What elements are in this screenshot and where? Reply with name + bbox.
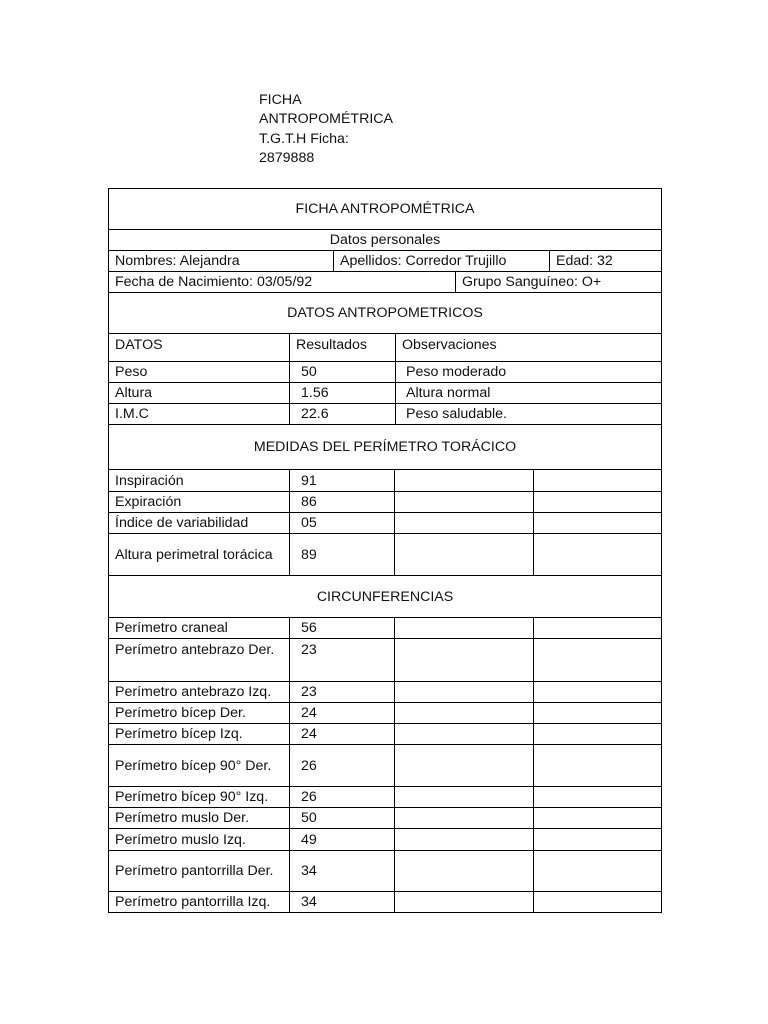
table-row [108,362,662,383]
table-row [108,808,662,829]
row-value: 49 [289,829,394,850]
empty-cell [533,851,661,891]
fecha-nacimiento-field: Fecha de Nacimiento: 03/05/92 [115,274,313,290]
row-label: Perímetro muslo Izq. [115,831,246,848]
table-row [108,703,662,724]
row-value: 26 [289,745,394,786]
table-row [108,745,662,787]
empty-cell [533,703,661,723]
empty-cell [533,829,661,850]
row-value: 24 [289,703,394,723]
empty-cell [394,745,533,786]
table-row [108,404,662,425]
empty-cell [533,745,661,786]
row-label: Altura [115,385,153,401]
anthropometric-table [108,188,662,913]
empty-cell [533,892,661,912]
table-row [108,787,662,808]
row-value: 50 [289,362,395,382]
row-observation: Altura normal [395,383,661,403]
row-label: Perímetro bícep 90° Der. [115,757,272,774]
row-label: Altura perimetral torácica [115,546,273,563]
row-value: 05 [289,513,394,533]
row-label: Perímetro antebrazo Izq. [115,684,272,700]
personal-title: Datos personales [329,232,441,248]
empty-cell [394,787,533,807]
row-label: Perímetro bícep 90° Izq. [115,789,269,805]
apellidos-field: Apellidos: Corredor Trujillo [333,251,549,271]
empty-cell [394,470,533,491]
row-label: Perímetro antebrazo Der. [115,642,275,658]
empty-cell [533,682,661,702]
row-value: 89 [289,534,394,575]
empty-cell [533,639,661,681]
table-row [108,383,662,404]
nombres-field: Nombres: Alejandra [115,253,240,269]
empty-cell [394,682,533,702]
document-header [259,91,393,168]
grupo-sanguineo-field: Grupo Sanguíneo: O+ [455,272,661,292]
toracico-title-row [108,425,662,470]
table-row [108,829,662,851]
empty-cell [533,534,661,575]
table-row [108,534,662,576]
table-title: FICHA ANTROPOMÉTRICA [295,201,475,217]
empty-cell [533,808,661,828]
empty-cell [533,618,661,638]
row-value: 34 [289,892,394,912]
col-datos-header: DATOS [115,337,163,353]
header-line-3: T.G.T.H Ficha: [259,130,349,147]
personal-title-row [108,230,662,251]
table-row [108,892,662,913]
table-row [108,513,662,534]
table-row [108,492,662,513]
table-title-row [108,188,662,230]
col-resultados-header: Resultados [289,334,395,361]
empty-cell [394,618,533,638]
antropo-header-row [108,334,662,362]
row-value: 23 [289,639,394,681]
table-row [108,851,662,892]
empty-cell [533,513,661,533]
table-row [108,682,662,703]
toracico-title: MEDIDAS DEL PERÍMETRO TORÁCICO [253,439,517,455]
antropo-title: DATOS ANTROPOMETRICOS [287,305,483,321]
empty-cell [394,808,533,828]
table-row [108,470,662,492]
empty-cell [394,851,533,891]
row-label: Perímetro bícep Der. [115,705,246,721]
row-value: 56 [289,618,394,638]
personal-row-names [108,251,662,272]
row-label: Perímetro muslo Der. [115,810,250,826]
row-value: 24 [289,724,394,744]
empty-cell [394,892,533,912]
table-row [108,639,662,682]
row-label: Perímetro craneal [115,620,228,636]
personal-row-birth [108,272,662,293]
row-value: 26 [289,787,394,807]
header-line-2: ANTROPOMÉTRICA [259,111,393,128]
empty-cell [533,492,661,512]
row-observation: Peso saludable. [395,404,661,424]
row-label: Perímetro bícep Izq. [115,726,243,742]
row-observation: Peso moderado [395,362,661,382]
circ-title: CIRCUNFERENCIAS [316,588,454,605]
header-line-4: 2879888 [259,149,315,166]
empty-cell [394,724,533,744]
row-value: 91 [289,470,394,491]
row-value: 86 [289,492,394,512]
circ-title-row [108,576,662,618]
empty-cell [394,639,533,681]
row-label: I.M.C [115,406,149,422]
row-label: Perímetro pantorrilla Der. [115,863,274,879]
empty-cell [533,724,661,744]
empty-cell [533,787,661,807]
row-value: 22.6 [289,404,395,424]
table-row [108,724,662,745]
empty-cell [394,829,533,850]
row-value: 1.56 [289,383,395,403]
empty-cell [394,534,533,575]
col-observaciones-header: Observaciones [395,334,661,361]
edad-field: Edad: 32 [549,251,661,271]
row-label: Inspiración [115,472,184,489]
row-label: Perímetro pantorrilla Izq. [115,894,271,910]
antropo-title-row [108,293,662,334]
row-value: 34 [289,851,394,891]
empty-cell [394,492,533,512]
row-label: Peso [115,364,148,380]
row-value: 23 [289,682,394,702]
empty-cell [394,703,533,723]
empty-cell [533,470,661,491]
row-label: Índice de variabilidad [115,515,249,531]
empty-cell [394,513,533,533]
header-line-1: FICHA [259,92,302,108]
table-row [108,618,662,639]
row-value: 50 [289,808,394,828]
row-label: Expiración [115,494,182,510]
